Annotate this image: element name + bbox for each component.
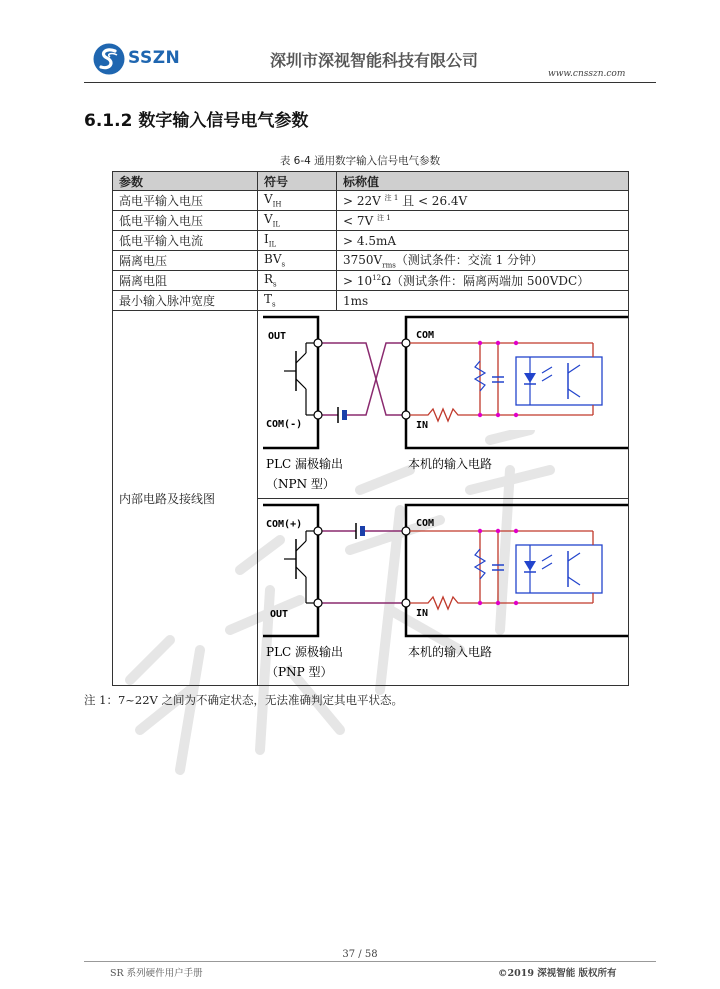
symbol-cell: $V_{IL}$ (258, 211, 337, 231)
header-param: 参数 (113, 172, 258, 191)
copyright-text: ©2019 深视智能 版权所有 (498, 968, 617, 979)
symbol-cell: $T_s$ (258, 291, 337, 311)
param-cell: 低电平输入电压 (113, 211, 258, 231)
table-caption: 表 6-4 通用数字输入信号电气参数 (279, 155, 441, 167)
value-cell: $3750V_{rms}$（测试条件：交流 1 分钟） (337, 251, 629, 271)
logo-text: SSZN (128, 48, 181, 68)
pnp-com-label: COM (416, 518, 435, 529)
manual-title: SR 系列硬件用户手册 (110, 968, 203, 979)
pnp-right-caption: 本机的输入电路 (408, 645, 493, 659)
value-cell: < 7V $^{注 1}$ (337, 211, 629, 231)
header-value: 标称值 (337, 172, 629, 191)
table-row (113, 291, 629, 311)
pnp-circuit-diagram (258, 499, 633, 685)
value-cell: > $10^{12}\Omega$（测试条件：隔离两端加 500VDC） (337, 271, 629, 291)
value-cell: > 22V $^{注 1}$ 且 < 26.4V (337, 191, 629, 211)
param-cell: 隔离电压 (113, 251, 258, 271)
npn-com-minus-label: COM(-) (266, 419, 303, 430)
param-cell: 高电平输入电压 (113, 191, 258, 211)
symbol-cell: $V_{IH}$ (258, 191, 337, 211)
table-row (113, 191, 629, 211)
pnp-left-caption2: （PNP 型） (266, 665, 333, 679)
param-cell: 最小输入脉冲宽度 (113, 291, 258, 311)
website-url: www.cnsszn.com (548, 69, 626, 79)
table-row (113, 231, 629, 251)
npn-right-caption: 本机的输入电路 (408, 457, 493, 471)
diagram-cell (258, 311, 629, 686)
pnp-left-caption: PLC 源极输出 (266, 645, 344, 659)
npn-out-label: OUT (268, 331, 287, 342)
value-cell: > 4.5mA (337, 231, 629, 251)
param-cell: 低电平输入电流 (113, 231, 258, 251)
symbol-cell: $I_{IL}$ (258, 231, 337, 251)
param-cell: 隔离电阻 (113, 271, 258, 291)
pnp-out-label: OUT (270, 609, 289, 620)
table-header-row (113, 172, 629, 191)
pnp-in-label: IN (416, 608, 429, 619)
pnp-com-plus-label: COM(+) (266, 519, 303, 530)
footer-divider (84, 961, 656, 962)
table-row (113, 251, 629, 271)
header-divider (84, 82, 656, 83)
diagram-row-label: 内部电路及接线图 (113, 311, 258, 686)
npn-left-caption: PLC 漏极输出 (266, 457, 344, 471)
table-row (113, 271, 629, 291)
npn-in-label: IN (416, 420, 429, 431)
table-row (113, 211, 629, 231)
symbol-cell: $BV_s$ (258, 251, 337, 271)
npn-left-caption2: （NPN 型） (266, 477, 335, 491)
logo-icon (92, 42, 126, 76)
page-number: 37 / 58 (342, 949, 378, 960)
header-symbol: 符号 (258, 172, 337, 191)
footnote: 注 1：7~22V 之间为不确定状态，无法准确判定其电平状态。 (84, 693, 404, 707)
symbol-cell: $R_s$ (258, 271, 337, 291)
npn-com-label: COM (416, 330, 435, 341)
company-name: 深圳市深视智能科技有限公司 (270, 51, 479, 70)
company-logo (92, 42, 184, 76)
parameter-table (112, 171, 629, 686)
npn-circuit-diagram (258, 311, 633, 498)
diagram-row (113, 311, 629, 686)
value-cell: 1ms (337, 291, 629, 311)
section-title: 6.1.2 数字输入信号电气参数 (84, 111, 309, 131)
